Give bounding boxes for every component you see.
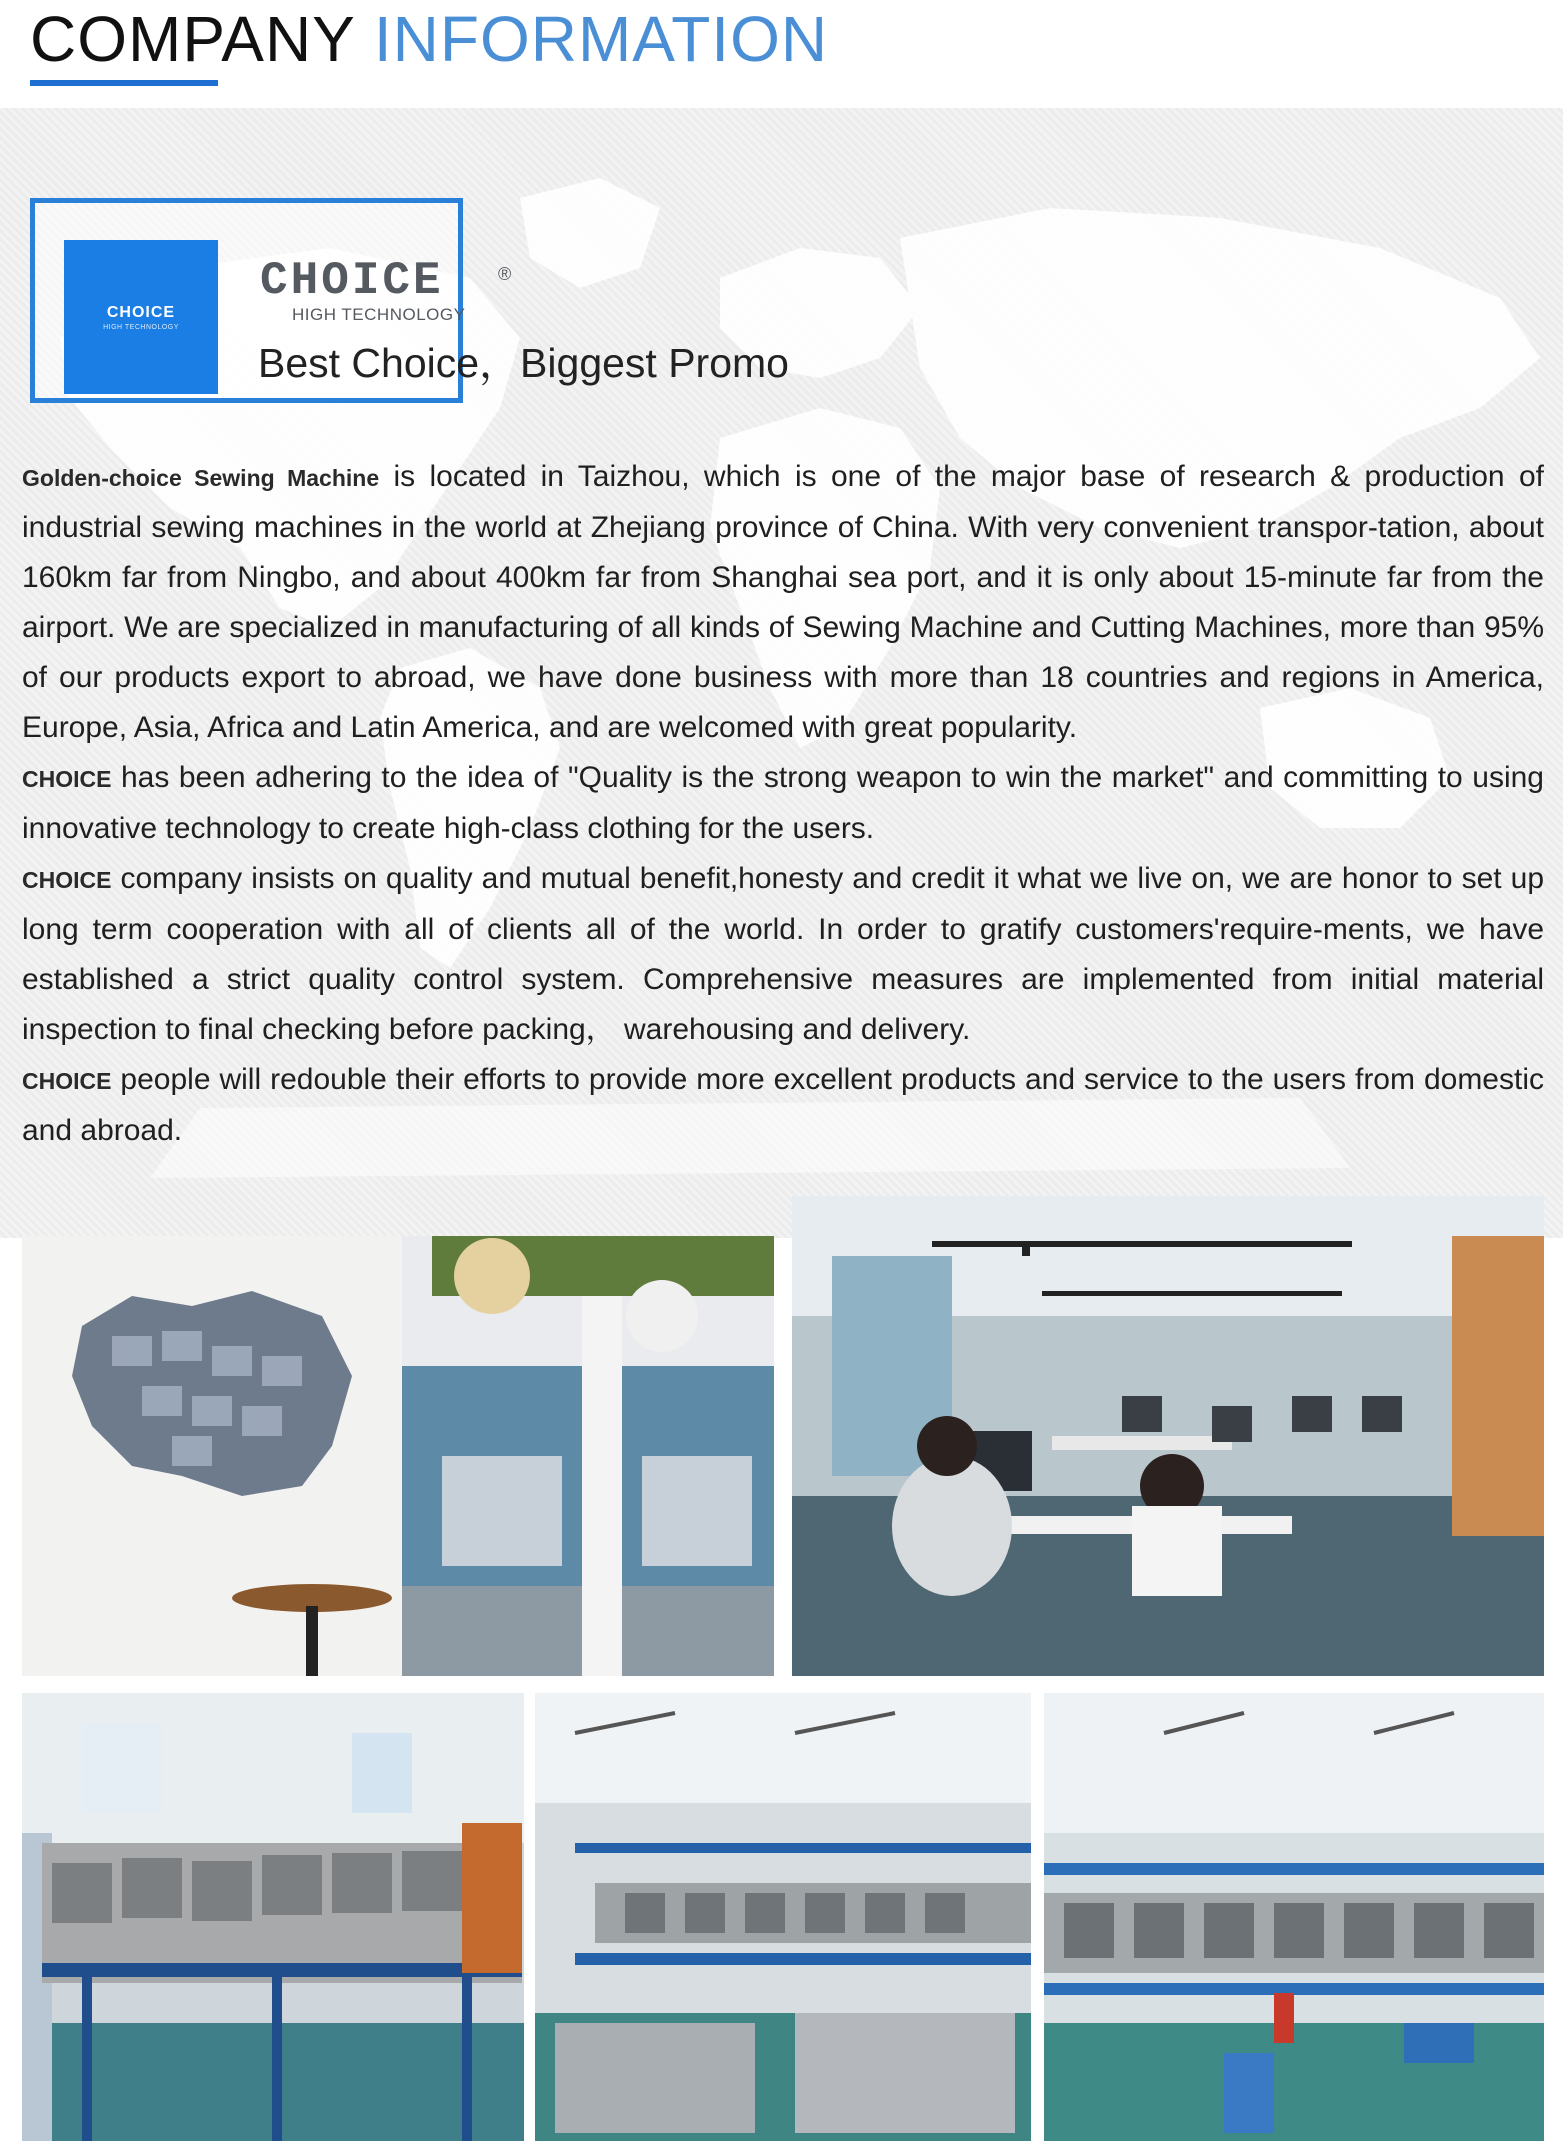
page-title <box>30 2 828 76</box>
paragraph-text: company insists on quality and mutual benefit,honesty and credit it what we live on, we are honor to set up long term cooperation with all of clients all of the world. In order to gratify customers'require-ments, we have established a strict quality control system. Comprehensive measures are implemented from initial material inspection to final checking before packing， warehousing and delivery. <box>22 862 1544 1046</box>
brand-registered-mark: ® <box>498 264 512 284</box>
paragraph-service <box>22 1055 1544 1156</box>
paragraph-lead: CHOICE <box>22 766 112 792</box>
paragraph-text: people will redouble their efforts to provide more excellent products and service to the users from domestic and abroad. <box>22 1063 1544 1147</box>
logo-square-text: CHOICE <box>106 304 176 321</box>
workshop-photo-1 <box>22 1693 524 2141</box>
workshop-photo-2 <box>535 1693 1031 2141</box>
showroom-photo <box>22 1236 774 1676</box>
brand-name: CHOICE <box>260 255 444 307</box>
paragraph-quality-idea <box>22 753 1544 854</box>
paragraph-lead: Golden-choice Sewing Machine <box>22 465 380 491</box>
office-photo <box>792 1196 1544 1676</box>
paragraph-text: is located in Taizhou, which is one of the major base of research & production of industrial sewing machines in the world at Zhejiang province of China. With very convenient transpor-tation, about 160km far from Ningbo, and about 400km far from Shanghai sea port, and it is only about 15-minute far from the airport. We are specialized in manufacturing of all kinds of Sewing Machine and Cutting Machines, more than 95% of our products export to abroad, we have done business with more than 18 countries and regions in America, Europe, Asia, Africa and Latin America, and are welcomed with great popularity. <box>22 460 1544 744</box>
brand-subtitle: HIGH TECHNOLOGY <box>292 305 466 324</box>
choice-logo-icon <box>64 240 218 394</box>
paragraph-lead: CHOICE <box>22 867 112 893</box>
title-underline <box>30 80 218 86</box>
logo-square-subtext: HIGH TECHNOLOGY <box>103 324 179 331</box>
paragraph-cooperation <box>22 854 1544 1055</box>
page-title-blue: INFORMATION <box>373 3 829 75</box>
paragraph-intro <box>22 452 1544 753</box>
page-title-dark: COMPANY <box>30 3 356 75</box>
brand-tagline: Best Choice，Biggest Promo <box>258 340 789 386</box>
company-description <box>22 452 1544 1156</box>
paragraph-lead: CHOICE <box>22 1068 112 1094</box>
workshop-photo-3 <box>1044 1693 1544 2141</box>
paragraph-text: has been adhering to the idea of "Quality is the strong weapon to win the market" and committing to using innovative technology to create high-class clothing for the users. <box>22 761 1544 845</box>
